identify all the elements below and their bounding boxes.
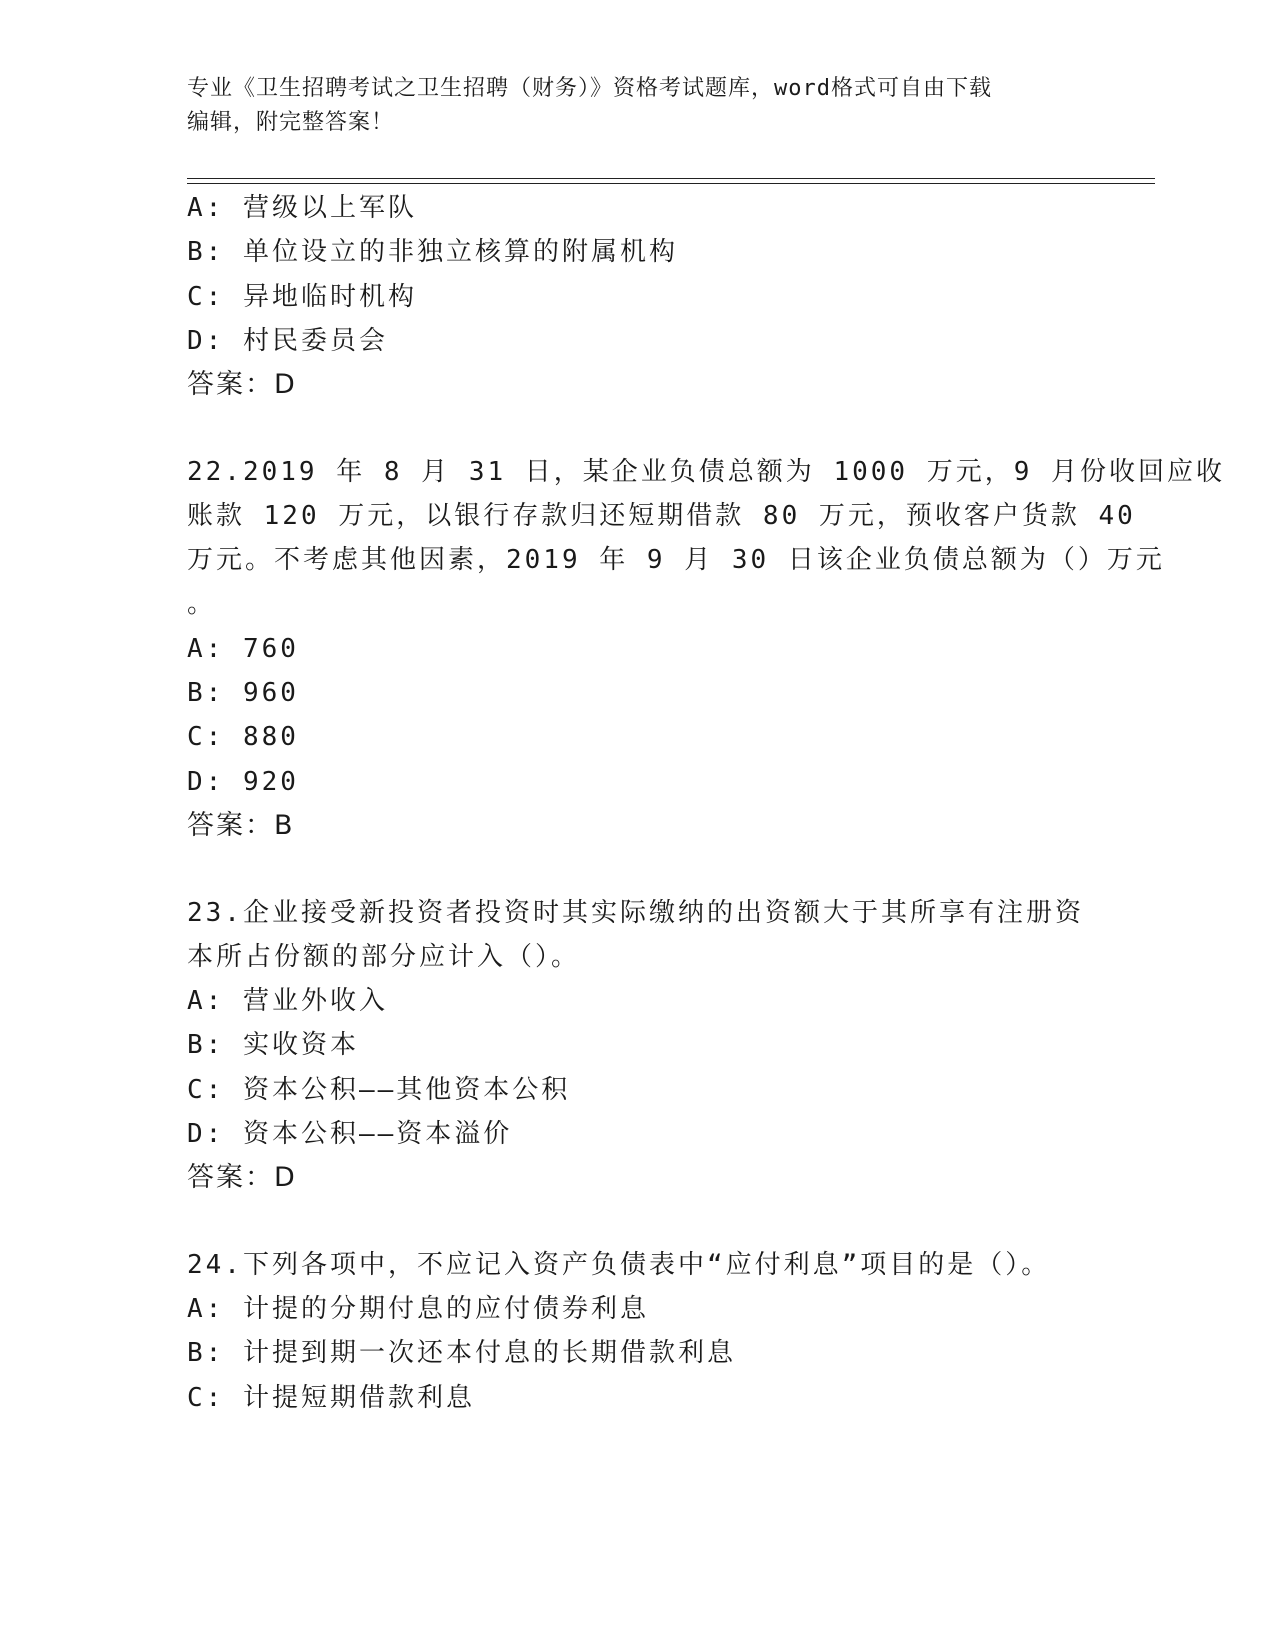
header-line-2: 编辑，附完整答案！ [187, 110, 395, 135]
document-header [187, 72, 1087, 140]
q22-option-b: B: 960 [187, 678, 299, 708]
q23-option-a: A: 营业外收入 [187, 986, 388, 1016]
q22-stem-line-4: 。 [187, 589, 217, 619]
q24-option-c: C: 计提短期借款利息 [187, 1383, 475, 1413]
q22-option-a: A: 760 [187, 634, 299, 664]
q22-option-d: D: 920 [187, 767, 299, 797]
q24-stem-line-1: 24.下列各项中，不应记入资产负债表中“应付利息”项目的是（）。 [187, 1250, 1051, 1280]
q21-option-b: B: 单位设立的非独立核算的附属机构 [187, 237, 678, 267]
q22-stem-line-1: 22.2019 年 8 月 31 日，某企业负债总额为 1000 万元，9 月份收回应收 [187, 457, 1226, 487]
q22-stem-line-3: 万元。不考虑其他因素，2019 年 9 月 30 日该企业负债总额为（）万元 [187, 545, 1165, 575]
q23-option-d: D: 资本公积——资本溢价 [187, 1119, 513, 1149]
q24-option-a: A: 计提的分期付息的应付债券利息 [187, 1294, 649, 1324]
q23-answer: 答案：D [187, 1162, 297, 1193]
q23-stem-line-1: 23.企业接受新投资者投资时其实际缴纳的出资额大于其所享有注册资 [187, 898, 1084, 928]
q21-option-d: D: 村民委员会 [187, 326, 388, 356]
header-divider-top [187, 178, 1155, 179]
header-divider-bottom [187, 183, 1155, 184]
q21-answer: 答案：D [187, 369, 297, 400]
q24-option-b: B: 计提到期一次还本付息的长期借款利息 [187, 1338, 736, 1368]
header-line-1: 专业《卫生招聘考试之卫生招聘（财务）》资格考试题库，word格式可自由下载 [187, 76, 992, 101]
q22-stem-line-2: 账款 120 万元，以银行存款归还短期借款 80 万元，预收客户货款 40 [187, 501, 1136, 531]
q23-option-c: C: 资本公积——其他资本公积 [187, 1075, 571, 1105]
q23-option-b: B: 实收资本 [187, 1030, 359, 1060]
q22-option-c: C: 880 [187, 722, 299, 752]
q21-option-c: C: 异地临时机构 [187, 282, 417, 312]
q21-option-a: A: 营级以上军队 [187, 193, 417, 223]
q22-answer: 答案：B [187, 810, 295, 841]
q23-stem-line-2: 本所占份额的部分应计入（）。 [187, 942, 581, 972]
